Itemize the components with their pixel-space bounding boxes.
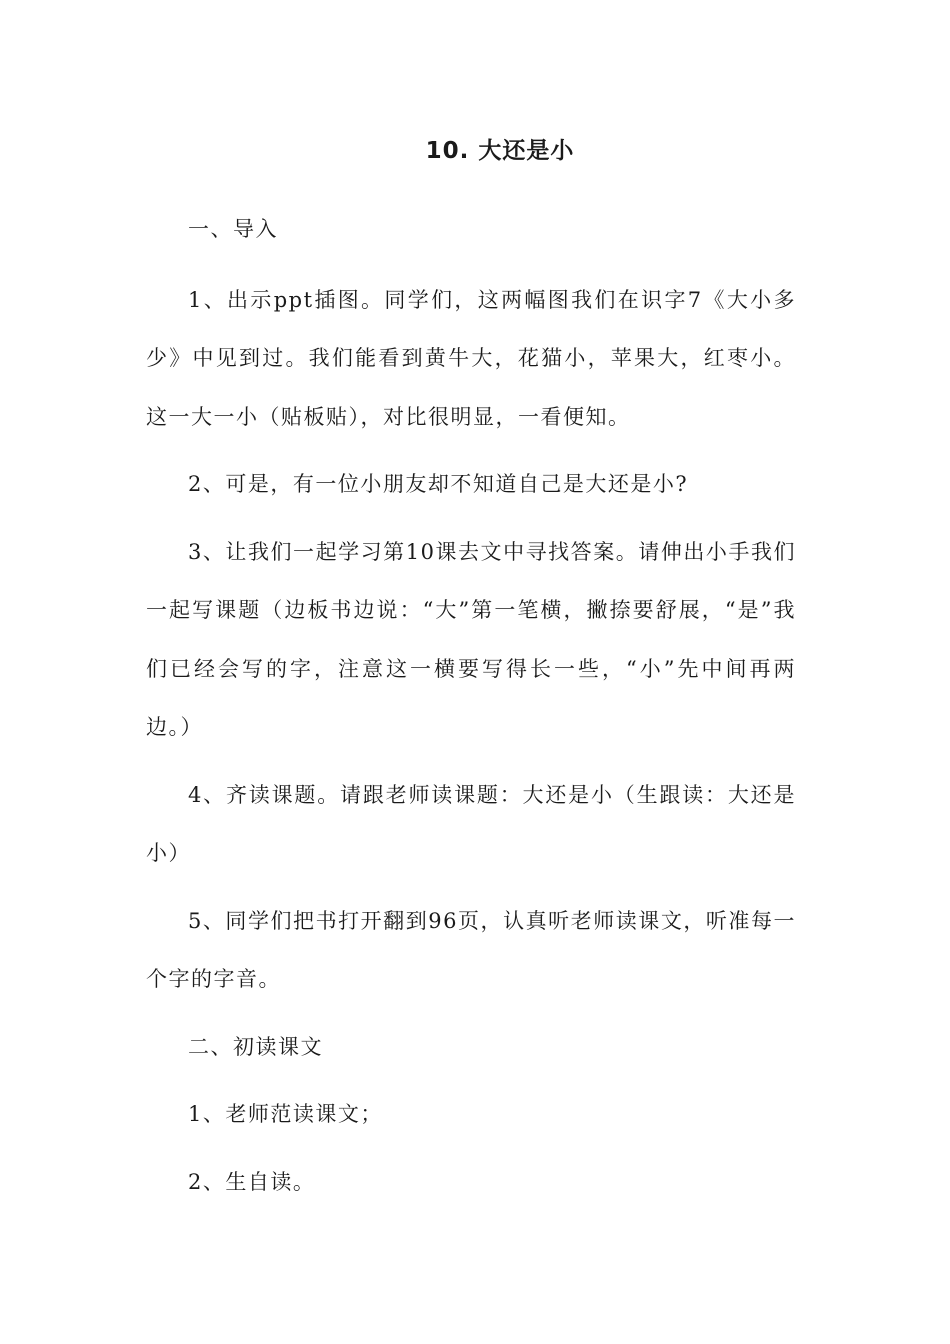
paragraph-7: 2、生自读。 bbox=[188, 1169, 316, 1194]
paragraph-3: 3、让我们一起学习第10课去文中寻找答案。请伸出小手我们一起写课题（边板书边说：“大”第一笔横，撇捺要舒展，“是”我们已经会写的字，注意这一横要写得长一些，“小”先中间再两边。） bbox=[146, 539, 796, 739]
section-heading-first-reading: 二、初读课文 bbox=[188, 1034, 323, 1059]
paragraph-1: 1、出示ppt插图。同学们，这两幅图我们在识字7《大小多少》中见到过。我们能看到黄牛大，花猫小，苹果大，红枣小。这一大一小（贴板贴），对比很明显，一看便知。 bbox=[146, 287, 796, 429]
section-heading-intro: 一、导入 bbox=[188, 217, 278, 241]
paragraph-2: 2、可是，有一位小朋友却不知道自己是大还是小? bbox=[188, 472, 689, 496]
paragraph-5: 5、同学们把书打开翻到96页，认真听老师读课文，听准每一个字的字音。 bbox=[146, 908, 796, 991]
document-body bbox=[146, 200, 796, 1211]
document-title: 10. 大还是小 bbox=[425, 138, 575, 164]
paragraph-4: 4、齐读课题。请跟老师读课题：大还是小（生跟读：大还是小） bbox=[146, 782, 796, 865]
paragraph-6: 1、老师范读课文； bbox=[188, 1102, 383, 1126]
